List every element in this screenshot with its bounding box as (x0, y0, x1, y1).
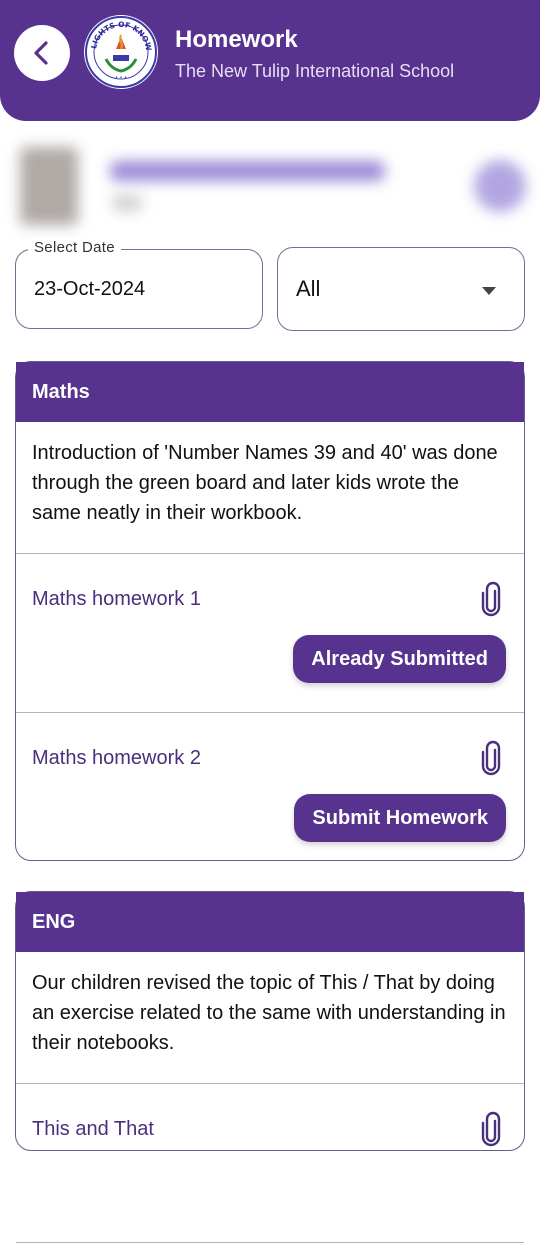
student-photo (20, 147, 78, 225)
homework-item (16, 713, 524, 859)
subject-description: Introduction of 'Number Names 39 and 40' was done through the green board and later kids wrote the same neatly in their workbook. (16, 422, 524, 554)
subject-title: ENG (16, 892, 524, 952)
attachment-icon[interactable] (480, 741, 502, 775)
svg-text:LIGHTS OF KNOWLEDGE: LIGHTS OF KNOW (89, 19, 154, 52)
subject-title: Maths (16, 362, 524, 422)
student-name (110, 161, 385, 181)
attachment-icon[interactable] (480, 1112, 502, 1146)
subject-card-maths (15, 361, 525, 861)
date-field-value: 23-Oct-2024 (34, 278, 146, 300)
date-picker-field[interactable] (15, 239, 263, 329)
dropdown-arrow-icon (482, 287, 496, 295)
subject-description: Our children revised the topic of This / That by doing an exercise related to the same with understanding in their notebooks. (16, 952, 524, 1084)
attachment-icon[interactable] (480, 582, 502, 616)
homework-title[interactable]: This and That (32, 1118, 154, 1140)
subject-card-eng (15, 891, 525, 1151)
date-field-label: Select Date (28, 239, 121, 256)
homework-item (16, 1084, 524, 1243)
chevron-left-icon (29, 40, 55, 66)
subject-dropdown[interactable] (277, 247, 525, 331)
back-button[interactable] (14, 25, 70, 81)
student-profile-row[interactable] (0, 135, 540, 235)
school-logo (84, 15, 158, 89)
app-header (0, 0, 540, 121)
svg-text:• • •: • • • (114, 75, 128, 81)
homework-title[interactable]: Maths homework 2 (32, 747, 201, 769)
switch-student-avatar[interactable] (474, 160, 526, 212)
subject-dropdown-value: All (296, 276, 321, 301)
student-class (112, 195, 142, 211)
submit-homework-button[interactable]: Submit Homework (294, 794, 506, 842)
page-title: Homework (175, 26, 298, 53)
school-name: The New Tulip International School (175, 61, 455, 81)
homework-item (16, 554, 524, 713)
already-submitted-button[interactable]: Already Submitted (293, 635, 506, 683)
homework-title[interactable]: Maths homework 1 (32, 588, 201, 610)
